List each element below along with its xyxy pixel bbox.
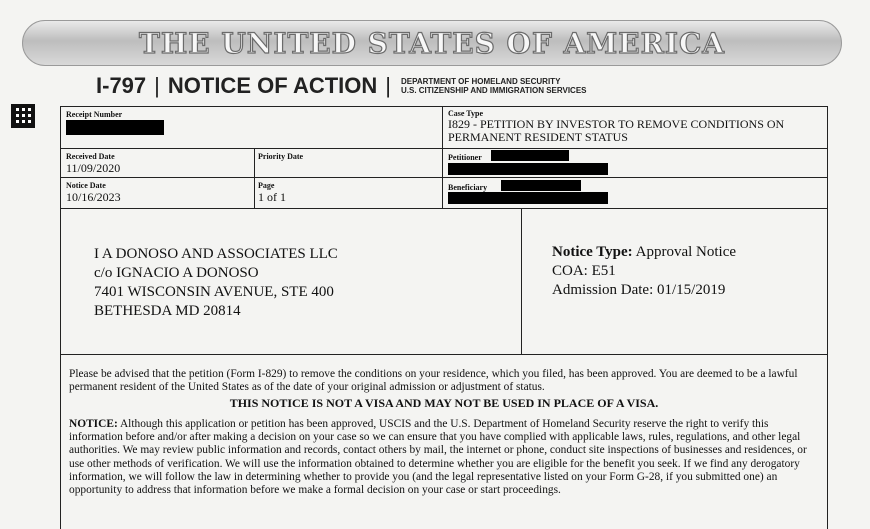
received-date-label: Received Date (66, 152, 115, 161)
beneficiary-redacted-1 (501, 180, 581, 191)
form-title-row (96, 71, 587, 101)
row-divider-4 (60, 354, 828, 355)
notice-title: NOTICE OF ACTION (167, 73, 378, 98)
case-type-value: I829 - PETITION BY INVESTOR TO REMOVE CONDITIONS ON PERMANENT RESIDENT STATUS (448, 117, 785, 144)
page-label: Page (258, 181, 275, 190)
row-divider-2 (60, 177, 828, 178)
title-separator-2: | (385, 73, 391, 98)
notice-info (552, 243, 736, 300)
priority-date-label: Priority Date (258, 152, 304, 161)
title-separator: | (154, 73, 160, 98)
barcode-icon (11, 104, 35, 128)
vertical-divider-address (521, 208, 522, 354)
row-divider-3 (60, 208, 828, 209)
vertical-divider-priority (254, 148, 255, 208)
notice-type-label: Notice Type: (552, 244, 633, 260)
beneficiary-label: Beneficiary (448, 183, 488, 192)
notice-paragraph-label: NOTICE: (69, 418, 118, 430)
address-line-1: I A DONOSO AND ASSOCIATES LLC (94, 246, 338, 262)
page-value: 1 of 1 (258, 190, 286, 204)
petitioner-label: Petitioner (448, 153, 482, 162)
department-line-2: U.S. CITIZENSHIP AND IMMIGRATION SERVICES (401, 86, 587, 95)
form-number: I-797 (96, 73, 147, 98)
banner-text: THE UNITED STATES OF AMERICA (138, 26, 726, 60)
not-a-visa-statement: THIS NOTICE IS NOT A VISA AND MAY NOT BE USED IN PLACE OF A VISA. (229, 396, 659, 410)
country-banner (22, 20, 842, 66)
notice-paragraph-text: Although this application or petition has been approved, USCIS and the U.S. Department of Homeland Security reserve the right to verify this information before and/or after making a decision on your case so we can ensure that you have complied with applicable laws, rules, regulations, and other legal authorities. We may review public information and records, contact others by mail, the internet or phone, conduct site inspections of businesses and residences, or use other methods of verification. We will use the information obtained to determine whether you are eligible for the benefit you seek. If we find any derogatory information, we will follow the law in determining whether to provide you (and the legal representative listed on your Form G-28, if you submitted one) an opportunity to address that information before we make a formal decision on your case or start proceedings. (69, 418, 807, 497)
mailing-address (94, 245, 338, 321)
received-date-value: 11/09/2020 (66, 161, 121, 175)
petitioner-redacted-1 (491, 150, 569, 161)
notice-paragraph (69, 418, 824, 497)
case-type-label: Case Type (448, 109, 484, 118)
department-name (401, 77, 587, 95)
approval-paragraph: Please be advised that the petition (Form I-829) to remove the conditions on your residence, which you filed, has been approved. You are deemed to be a lawful permanent resident of the United States as of the date of your original admission or adjustment of status. (69, 368, 798, 394)
row-divider-1 (60, 148, 828, 149)
department-line-1: DEPARTMENT OF HOMELAND SECURITY (401, 77, 561, 86)
petitioner-redacted-2 (448, 163, 608, 175)
address-line-3: 7401 WISCONSIN AVENUE, STE 400 (94, 284, 334, 300)
address-line-2: c/o IGNACIO A DONOSO (94, 265, 259, 281)
receipt-number-label: Receipt Number (66, 110, 123, 119)
address-line-4: BETHESDA MD 20814 (94, 303, 241, 319)
receipt-number-redacted (66, 120, 164, 135)
notice-date-label: Notice Date (66, 181, 106, 190)
admission-date: Admission Date: 01/15/2019 (552, 282, 726, 298)
notice-type-value: Approval Notice (635, 244, 737, 260)
coa-value: COA: E51 (552, 263, 616, 279)
notice-date-value: 10/16/2023 (66, 190, 121, 204)
beneficiary-redacted-2 (448, 192, 608, 204)
vertical-divider-top (442, 106, 443, 208)
